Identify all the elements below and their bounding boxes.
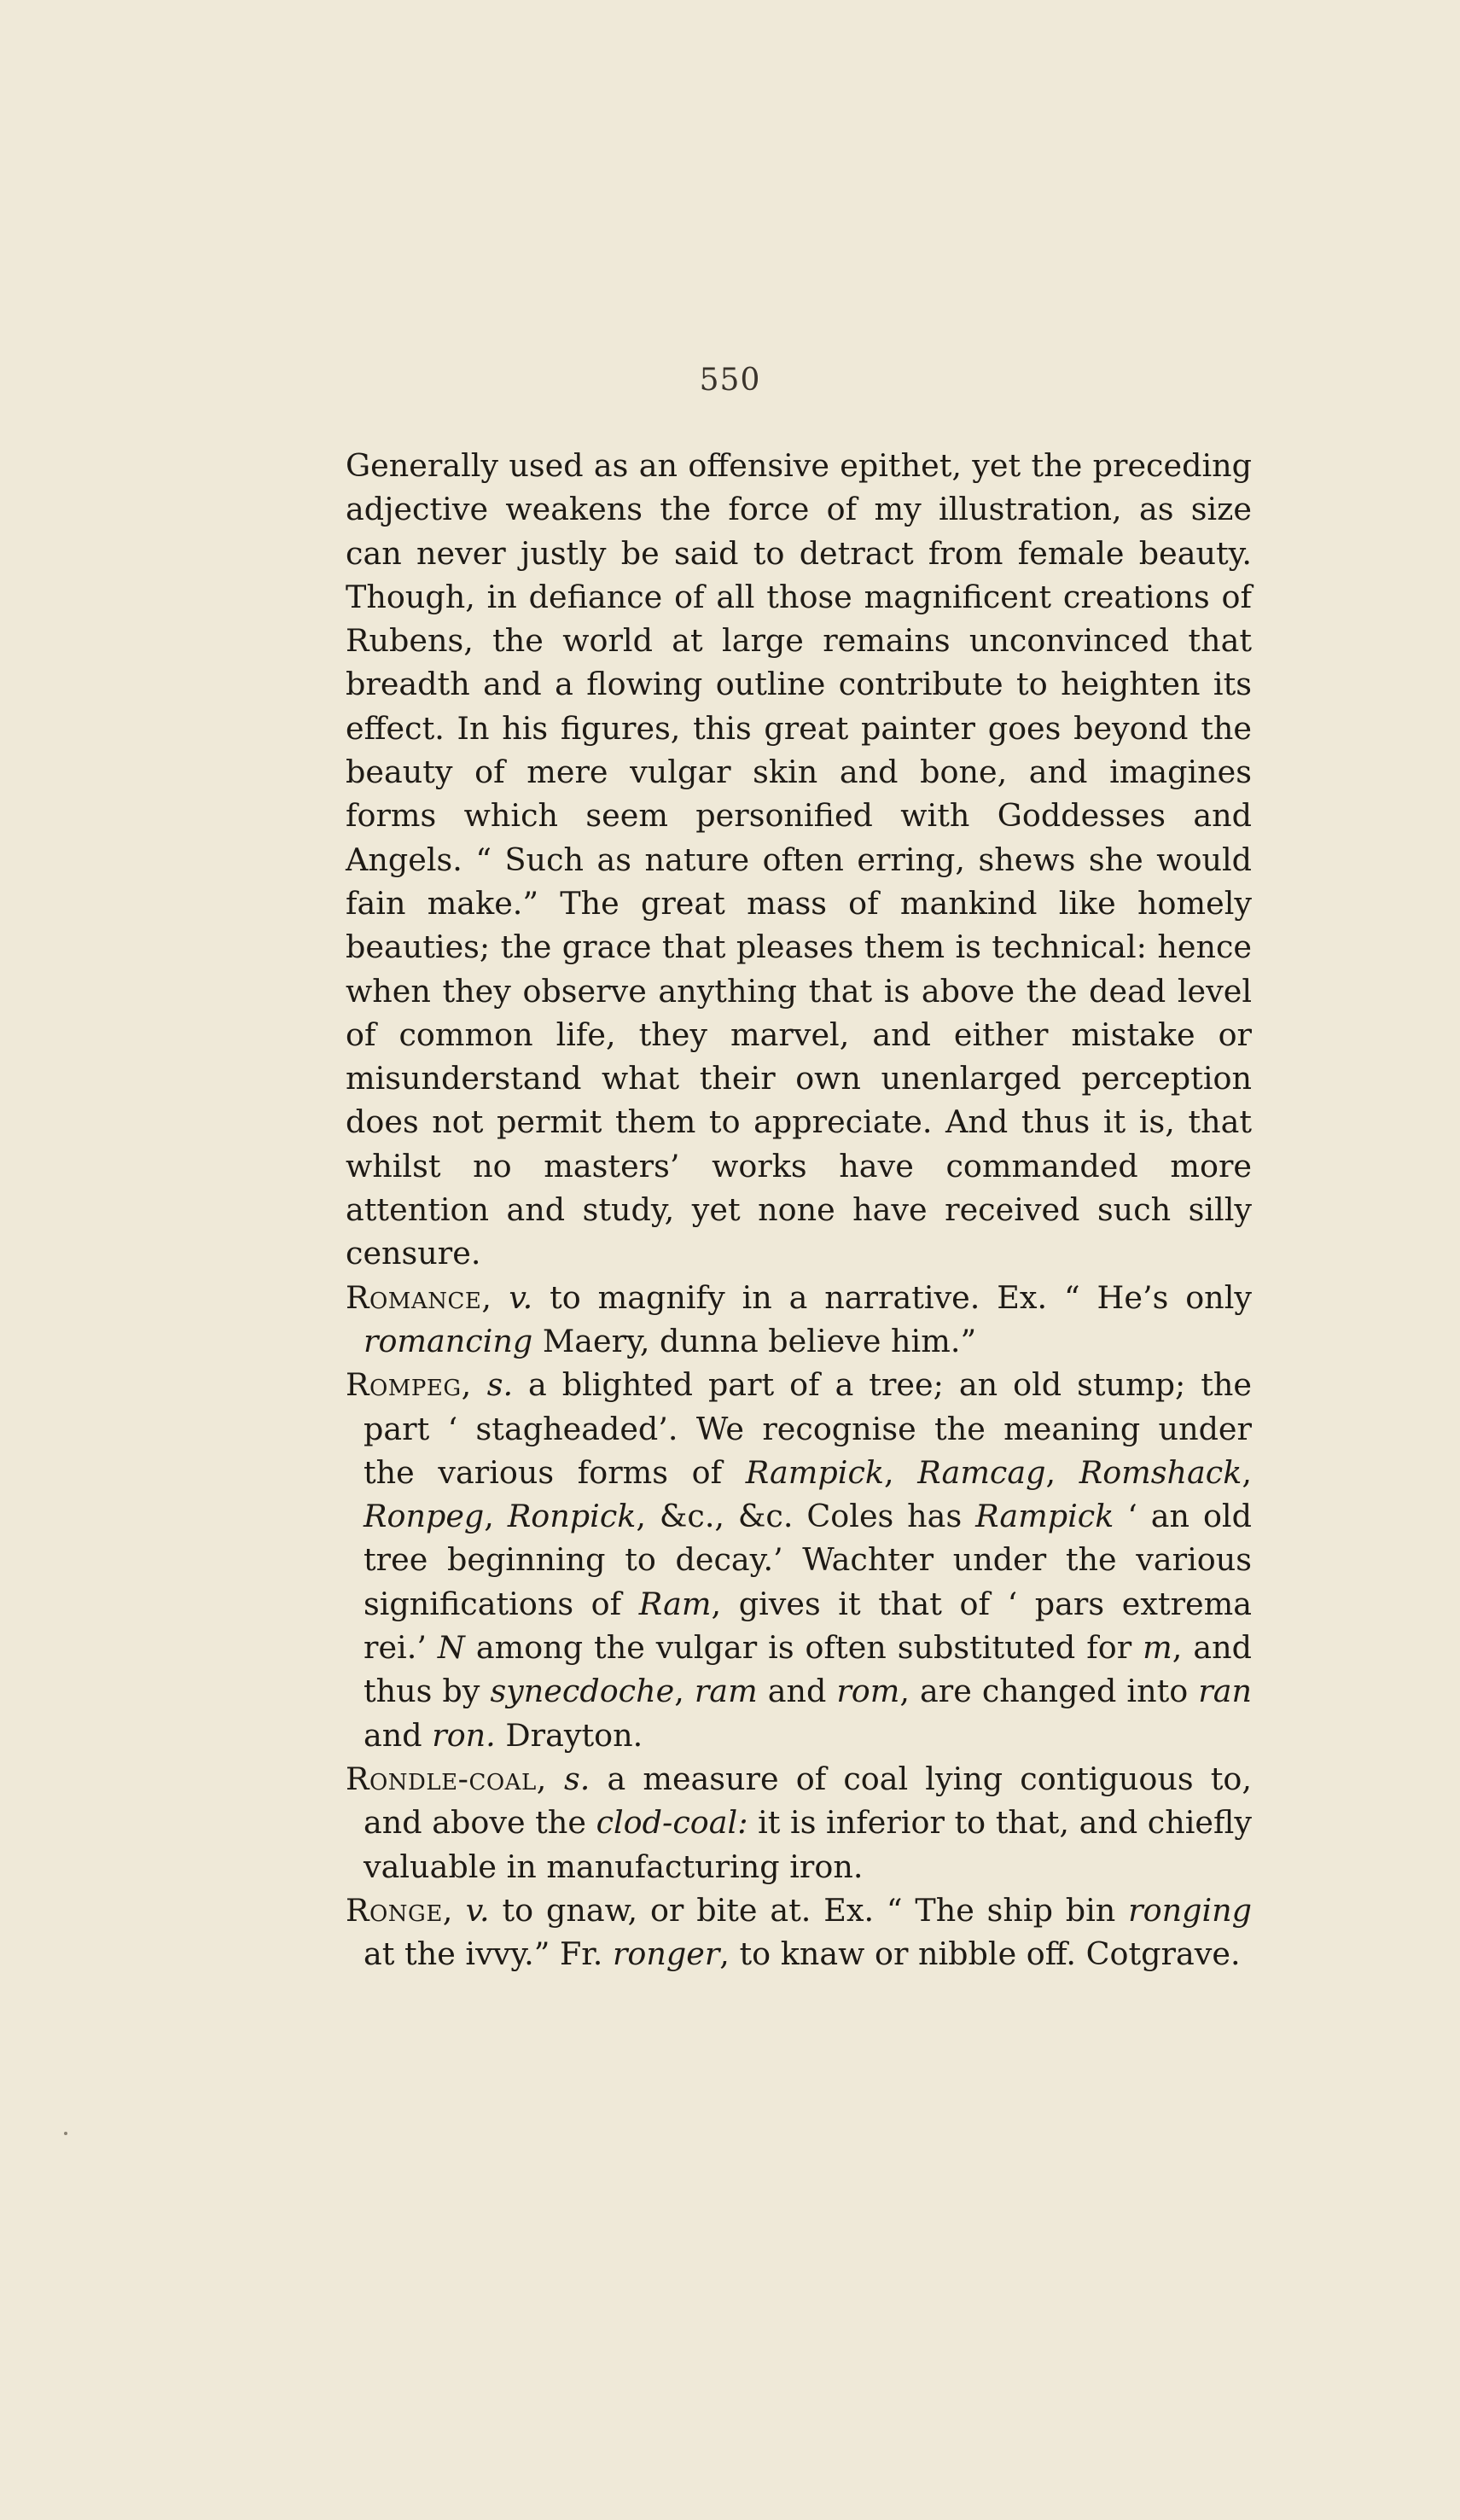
etymon: ronger [612, 1935, 720, 1973]
part-of-speech: v. [465, 1891, 490, 1929]
variant-form: Ronpick [507, 1498, 637, 1535]
body-text [346, 444, 1252, 1976]
definition: , gives it that of ‘ pars extrema rei.’ [364, 1585, 1253, 1667]
separator: , [1045, 1453, 1079, 1491]
variant-form: rom [836, 1673, 900, 1710]
example-text: Maery, dunna believe him.” [532, 1322, 977, 1359]
entry-rompeg [346, 1363, 1252, 1757]
separator: , [884, 1453, 918, 1491]
part-of-speech: v. [509, 1278, 533, 1316]
definition: Drayton. [495, 1716, 643, 1754]
separator: , [1242, 1453, 1252, 1491]
definition: a blighted part of a tree; an old stump; the part ‘ stagheaded’. We recognise the meaning under the various forms of [364, 1366, 1252, 1491]
part-of-speech: s. [563, 1760, 590, 1797]
headword: Ronge, [346, 1891, 453, 1929]
definition: at the ivvy.” Fr. [364, 1935, 613, 1973]
variant-form: clod-coal: [596, 1804, 748, 1842]
definition: , and thus by [364, 1629, 1252, 1710]
entry-rondle-coal [346, 1757, 1252, 1889]
variant-form: m [1143, 1629, 1172, 1667]
headword: Romance, [346, 1278, 492, 1316]
variant-form: Romshack [1079, 1453, 1242, 1491]
part-of-speech: s. [486, 1366, 514, 1404]
definition: , are changed into [899, 1673, 1199, 1710]
definition: , &c., &c. Coles has [636, 1498, 976, 1535]
definition: and [364, 1716, 433, 1754]
paper-speck [64, 2132, 67, 2135]
definition: among the vulgar is often substituted for [464, 1629, 1143, 1667]
page-number: 550 [699, 363, 761, 398]
variant-form: synecdoche [490, 1673, 675, 1710]
entry-ronge [346, 1889, 1252, 1976]
definition: it is inferior to that, and chiefly valuable in manufacturing iron. [364, 1804, 1252, 1885]
variant-form: N [437, 1629, 465, 1667]
headword: Rompeg, [346, 1366, 472, 1404]
variant-form: Rampick [975, 1498, 1114, 1535]
definition: , [674, 1673, 695, 1710]
entry-romance [346, 1276, 1252, 1364]
continuation-paragraph: Generally used as an offensive epithet, yet the preceding adjective weakens the force of my illustration, as size can never justly be said to detract from female beauty. Though, in defiance of all those magnificent creations of Rubens, the world at large remains unconvinced that breadth and a flowing outline contribute to heighten its effect. In his figures, this great painter goes beyond the beauty of mere vulgar skin and bone, and imagines forms which seem personified with Goddesses and Angels. “ Such as nature often erring, shews she would fain make.” The great mass of mankind like homely beauties; the grace that pleases them is technical: hence when they observe anything that is above the dead level of common life, they marvel, and either mistake or misunderstand what their own unenlarged perception does not permit them to appreciate. And thus it is, that whilst no masters’ works have commanded more attention and study, yet none have received such silly censure. [346, 447, 1252, 1272]
variant-form: ron. [432, 1716, 496, 1754]
definition: to magnify in a narrative. Ex. “ He’s only [532, 1278, 1252, 1316]
headword: Rondle-coal, [346, 1760, 547, 1797]
separator: , [484, 1498, 508, 1535]
variant-form: Rampick [745, 1453, 885, 1491]
definition: a measure of coal lying contiguous to, and above the [364, 1760, 1252, 1842]
definition: to gnaw, or bite at. Ex. “ The ship bin [489, 1891, 1129, 1929]
variant-form: ran [1198, 1673, 1252, 1710]
example-word: romancing [364, 1322, 533, 1359]
variant-form: Ram [638, 1585, 712, 1622]
variant-form: Ramcag [917, 1453, 1046, 1491]
variant-form: Ronpeg [364, 1498, 485, 1535]
definition: , to knaw or nibble off. Cotgrave. [719, 1935, 1241, 1973]
definition: and [757, 1673, 837, 1710]
variant-form: ram [694, 1673, 758, 1710]
example-word: ronging [1128, 1891, 1252, 1929]
definition: ‘ an old tree beginning to decay.’ Wachter under the various significations of [364, 1498, 1252, 1622]
